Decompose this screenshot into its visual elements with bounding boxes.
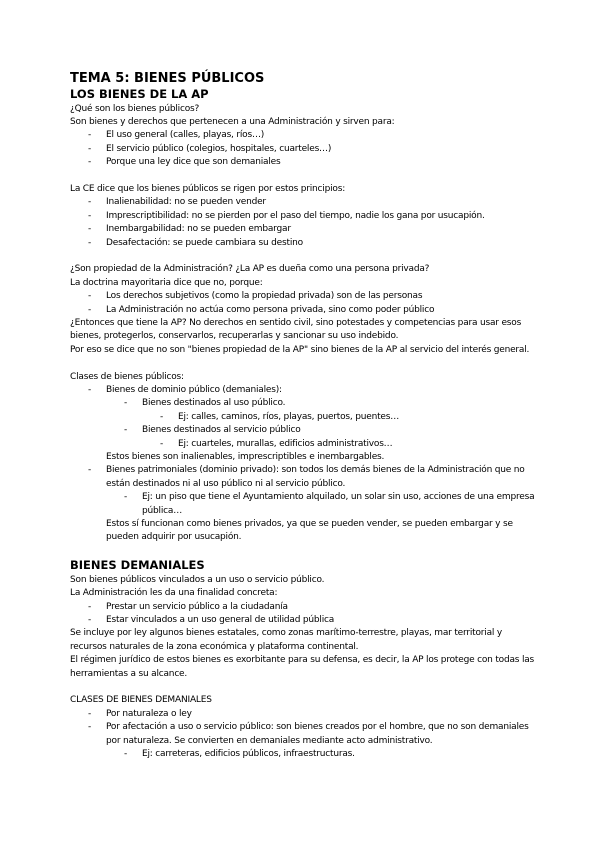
- bullet-item: - Imprescriptibilidad: no se pierden por el paso del tiempo, nadie los gana por usucapión.: [70, 210, 538, 223]
- sub-bullet-item: - Ej: un piso que tiene el Ayuntamiento alquilado, un solar sin uso, acciones de una empresa pública…: [70, 491, 538, 518]
- sub-bullet-item: - Ej: carreteras, edificios públicos, infraestructuras.: [70, 748, 538, 761]
- bullet-item: - Porque una ley dice que son demaniales: [70, 156, 538, 169]
- bullet-item: - Bienes patrimoniales (dominio privado): son todos los demás bienes de la Administración que no están destinados ni al uso público ni al servicio público.: [70, 464, 538, 491]
- paragraph: CLASES DE BIENES DEMANIALES: [70, 695, 212, 706]
- paragraph: El régimen jurídico de estos bienes es exorbitante para su defensa, es decir, la AP los protege con todas las herramientas a su alcance.: [70, 655, 535, 679]
- paragraph: La doctrina mayoritaria dice que no, porque:: [70, 277, 263, 288]
- paragraph: ¿Qué son los bienes públicos?: [70, 103, 200, 114]
- list-continuation: Estos sí funcionan como bienes privados, ya que se pueden vender, se pueden embargar y se pueden adquirir por usucapión.: [106, 519, 513, 543]
- spacer: [70, 545, 538, 558]
- bullet-item: - Prestar un servicio público a la ciudadanía: [70, 601, 538, 614]
- paragraph: ¿Entonces que tiene la AP? No derechos en sentido civil, sino potestades y competencias para usar esos bienes, protegerlos, conservarlos, recuperarlas y sancionar su uso indebido.: [70, 317, 522, 342]
- sub-bullet-item: - Bienes destinados al uso público.: [70, 397, 538, 410]
- bullet-item: - Inembargabilidad: no se pueden embargar: [70, 223, 538, 236]
- bullet-item: - Inalienabilidad: no se pueden vender: [70, 196, 538, 209]
- bullet-item: - El uso general (calles, playas, ríos…): [70, 129, 538, 142]
- paragraph: Son bienes públicos vinculados a un uso o servicio público.: [70, 574, 325, 585]
- bullet-item: - Bienes de dominio público (demaniales):: [70, 384, 538, 397]
- document-title: TEMA 5: BIENES PÚBLICOS: [70, 71, 265, 86]
- paragraph: Por eso se dice que no son "bienes propiedad de la AP" sino bienes de la AP al servicio del interés general.: [70, 344, 530, 355]
- section-heading: BIENES DEMANIALES: [70, 558, 205, 573]
- paragraph: Son bienes y derechos que pertenecen a una Administración y sirven para:: [70, 116, 395, 127]
- bullet-item: - Los derechos subjetivos (como la propiedad privada) son de las personas: [70, 290, 538, 303]
- sub-sub-bullet-item: - Ej: calles, caminos, ríos, playas, puertos, puentes…: [70, 411, 538, 424]
- spacer: [70, 170, 538, 183]
- spacer: [70, 250, 538, 263]
- list-continuation: Estos bienes son inalienables, imprescriptibles e inembargables.: [106, 452, 385, 463]
- paragraph: Clases de bienes públicos:: [70, 371, 184, 382]
- sub-bullet-item: - Bienes destinados al servicio público: [70, 424, 538, 437]
- spacer: [70, 681, 538, 694]
- bullet-item: - Estar vinculados a un uso general de utilidad pública: [70, 614, 538, 627]
- bullet-item: - La Administración no actúa como persona privada, sino como poder público: [70, 304, 538, 317]
- paragraph: ¿Son propiedad de la Administración? ¿La AP es dueña como una persona privada?: [70, 264, 430, 275]
- paragraph: La Administración les da una finalidad concreta:: [70, 588, 278, 599]
- bullet-item: - Por naturaleza o ley: [70, 708, 538, 721]
- section-heading: LOS BIENES DE LA AP: [70, 87, 209, 101]
- paragraph: Se incluye por ley algunos bienes estatales, como zonas marítimo-terrestre, playas, mar territorial y recursos naturales de la zona económica y plataforma continental.: [70, 628, 502, 652]
- bullet-item: - Por afectación a uso o servicio público: son bienes creados por el hombre, que no son demaniales por naturaleza. Se convierten en demaniales mediante acto administrativo.: [70, 721, 538, 748]
- spacer: [70, 357, 538, 370]
- bullet-item: - El servicio público (colegios, hospitales, cuarteles…): [70, 143, 538, 156]
- paragraph: La CE dice que los bienes públicos se rigen por estos principios:: [70, 183, 346, 194]
- bullet-item: - Desafectación: se puede cambiara su destino: [70, 237, 538, 250]
- sub-sub-bullet-item: - Ej: cuarteles, murallas, edificios administrativos…: [70, 438, 538, 451]
